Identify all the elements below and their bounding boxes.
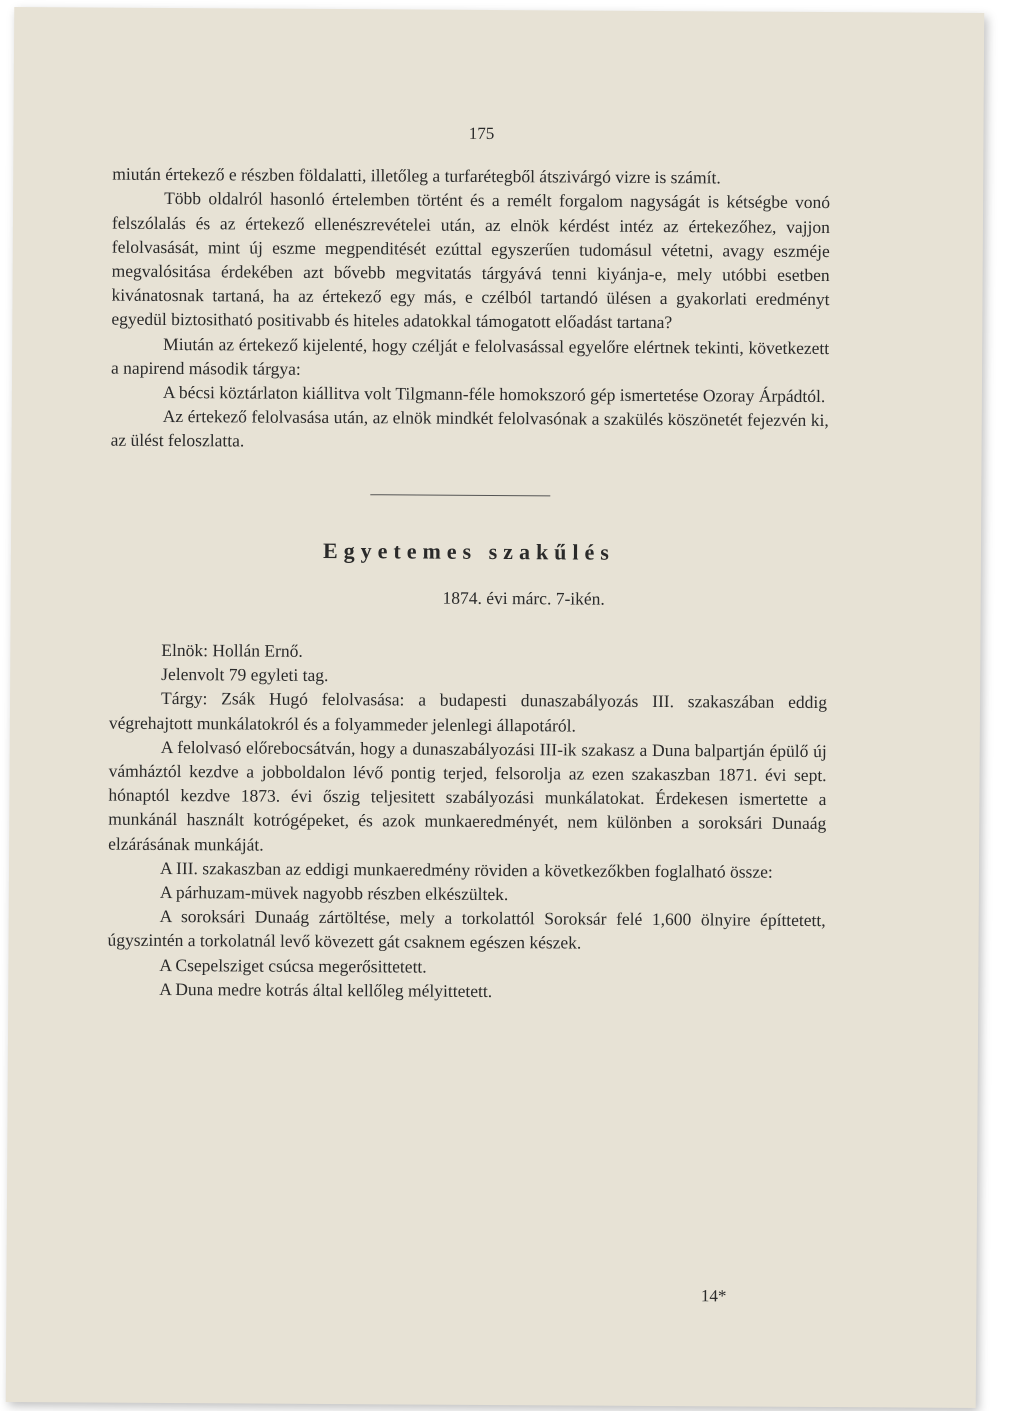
paragraph: Több oldalról hasonló értelemben történt és a remélt forgalom nagyságát is kétségbe vonó felszólalás és az értekező ellenészrevételei után, az elnök kérdést intéz az értekezőhez, vajjon felolvasását, mint új eszme megpenditését ezúttal egyszerűen tudomásul vétetni, avagy eszméje megvalósitása érdekében azt bővebb megvitatás tárgyává tenni kiyánja-e, mely utóbbi esetben kivánatosnak tartaná, ha az értekező egy más, e czélból tartandó ülésen a gyakorlati eredményt egyedül biztositható positivabb és hiteles adatokkal támogatott előadást tartana? bbox=[111, 188, 831, 333]
paragraph: A III. szakaszban az eddigi munkaeredmény röviden a következőkben foglalható össze: bbox=[159, 857, 773, 882]
paragraph: A soroksári Dunaág zártöltése, mely a torkolattól Soroksár felé 1,600 ölnyire építtetett, úgyszintén a torkolatnál levő kövezett gát csaknem egészen készek. bbox=[107, 906, 826, 954]
paragraph: A bécsi köztárlaton kiállitva volt Tilgmann-féle homokszoró gép ismertetése Ozoray Árpádtól. bbox=[162, 381, 826, 407]
scanned-page bbox=[6, 7, 985, 1408]
chair-line: Elnök: Hollán Ernő. bbox=[161, 640, 303, 661]
section-date: 1874. évi márc. 7-ikén. bbox=[442, 587, 605, 609]
paragraph: A felolvasó előrebocsátván, hogy a dunaszabályozási III-ik szakasz a Duna balpartján épülő új vámháztól kezdve a jobboldalon lévő pontig terjed, felsorolja az ezen szakaszban 1871. évi sept. hónaptól kezdve 1873. évi őszig teljesitett szabályozási munkálatokat. Érdekesen ismertette a munkánál használt kotrógépeket, és azok munkaeredményét, nem különben a soroksári Dunaág elzárásának munkáját. bbox=[108, 736, 827, 855]
paragraph: Tárgy: Zsák Hugó felolvasása: a budapesti dunaszabályozás III. szakaszában eddig végrehajtott munkálatokról és a folyammeder jelenlegi állapotáról. bbox=[108, 688, 828, 736]
paragraph: A párhuzam-müvek nagyobb részben elkészültek. bbox=[159, 882, 509, 905]
text-column bbox=[107, 120, 830, 1005]
section-divider bbox=[370, 494, 550, 496]
paragraph: A Duna medre kotrás által kellőleg mélyittetett. bbox=[159, 978, 493, 1001]
attendance-line: Jelenvolt 79 egyleti tag. bbox=[161, 664, 329, 686]
section-heading: Egyetemes szakűlés bbox=[322, 537, 615, 565]
paragraph: Az értekező felolvasása után, az elnök mindkét felolvasónak a szakülés köszönetét fejezvén ki, az ülést feloszlatta. bbox=[110, 406, 829, 451]
page-number: 175 bbox=[468, 123, 495, 143]
paragraph: Miután az értekező kijelenté, hogy czélját e felolvasással egyelőre elértnek tekinti, következett a napirend második tárgya: bbox=[111, 333, 830, 379]
paragraph: A Csepelsziget csúcsa megerősittetett. bbox=[159, 954, 427, 977]
paragraph: miután értekező e részben földalatti, illetőleg a turfarétegből átszivárgó vizre is számít. bbox=[112, 163, 721, 188]
signature-mark: 14* bbox=[700, 1286, 727, 1306]
